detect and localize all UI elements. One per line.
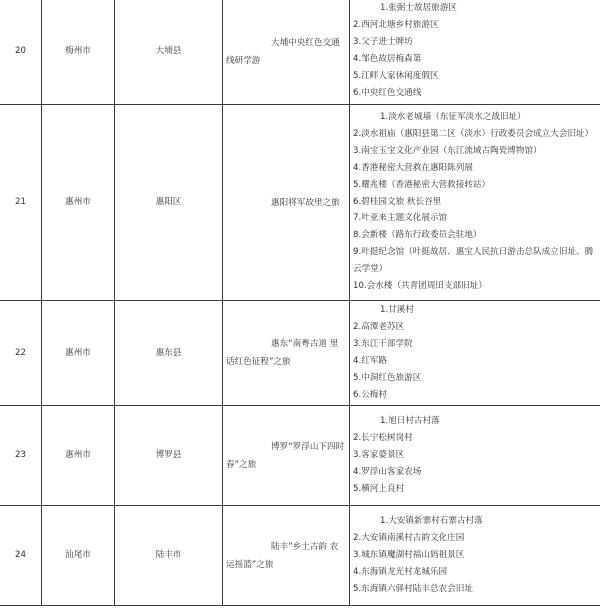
row-number-cell: 24 bbox=[0, 506, 42, 606]
scenic-spot-item: 1.旭日村古村落 bbox=[380, 416, 440, 427]
county-cell: 大埔县 bbox=[115, 0, 223, 105]
table-row bbox=[0, 105, 600, 301]
route-name: 陆丰”乡土古韵 农运摇篮”之旅 bbox=[226, 541, 339, 570]
table-row bbox=[0, 406, 600, 506]
scenic-spot-item: 2.淡水祖庙（惠阳县第二区（淡水）行政委员会成立大会旧址） bbox=[353, 128, 594, 139]
scenic-spot-item: 6.公梅村 bbox=[353, 389, 387, 400]
scenic-spot-item: 9.叶挺纪念馆（叶挺故居、惠宝人民抗日游击总队成立旧址、腾云学堂） bbox=[353, 247, 594, 275]
scenic-spot-item: 4.邹色故居梅森第 bbox=[353, 54, 422, 64]
scenic-spot-item: 6.中央红色交通线 bbox=[353, 87, 422, 98]
scenic-spot-item: 2.高潭老苏区 bbox=[353, 321, 405, 332]
scenic-spot-item: 4.罗浮山客家农场 bbox=[353, 466, 422, 477]
scenic-spot-item: 5.耀兆楼（香港秘密大营救接转站） bbox=[353, 179, 491, 190]
city-cell: 汕尾市 bbox=[42, 506, 115, 606]
scenic-spot-item: 1.大安镇新寨村石寨古村落 bbox=[380, 516, 483, 527]
scenic-spot-item: 6.碧桂园文旅 秋长谷里 bbox=[353, 196, 442, 207]
row-number-cell: 20 bbox=[0, 0, 42, 105]
scenic-spot-item: 7.叶亚来主题文化展示馆 bbox=[353, 213, 448, 224]
route-name-cell bbox=[223, 0, 350, 105]
county-cell: 惠东县 bbox=[115, 301, 223, 406]
scenic-spot-item: 4.香港秘密大营救在惠阳陈列展 bbox=[353, 162, 473, 173]
scenic-spot-item: 2.长宁松树岗村 bbox=[353, 433, 413, 444]
county-cell: 陆丰市 bbox=[115, 506, 223, 606]
scenic-spot-item: 5.中洞红色旅游区 bbox=[353, 372, 422, 383]
table-row bbox=[0, 0, 600, 105]
scenic-spot-item: 10.会水楼（共青团周田支部旧址） bbox=[353, 281, 487, 292]
city-cell: 梅州市 bbox=[42, 0, 115, 105]
city-cell: 惠州市 bbox=[42, 301, 115, 406]
route-name-cell bbox=[223, 301, 350, 406]
row-number-cell: 23 bbox=[0, 406, 42, 506]
scenic-spot-item: 5.横河上良村 bbox=[353, 483, 405, 494]
route-name: 惠阳将军故里之旅 bbox=[271, 197, 340, 208]
route-name-cell bbox=[223, 506, 350, 606]
scenic-spot-item: 2.大安镇南溪村古韵文化庄园 bbox=[353, 533, 465, 544]
scenic-spots-cell bbox=[350, 105, 600, 301]
row-number-cell: 22 bbox=[0, 301, 42, 406]
scenic-spots-cell bbox=[350, 0, 600, 105]
scenic-spot-item: 2.西河北塘乡村旅游区 bbox=[353, 20, 439, 31]
scenic-spot-item: 5.江畔人家休闲度假区 bbox=[353, 70, 439, 81]
route-name-cell bbox=[223, 105, 350, 301]
scenic-spot-item: 1.甘溪村 bbox=[380, 305, 414, 315]
scenic-spot-item: 8.会新楼（路东行政委员会驻地） bbox=[353, 230, 482, 241]
county-cell: 博罗县 bbox=[115, 406, 223, 506]
scenic-spot-item: 5.东海镇六驿村陆丰总农会旧址 bbox=[353, 583, 473, 594]
row-number-cell: 21 bbox=[0, 105, 42, 301]
city-cell: 惠州市 bbox=[42, 105, 115, 301]
scenic-spot-item: 3.南宝玉宝文化产业园（东江流域古陶瓷博物馆） bbox=[353, 145, 542, 156]
route-name-cell bbox=[223, 406, 350, 506]
route-name: 大埔中央红色交通线研学游 bbox=[226, 37, 340, 66]
scenic-spots-cell bbox=[350, 506, 600, 606]
route-name: 惠东“南粤古道 里话红色征程”之旅 bbox=[226, 339, 339, 368]
route-name: 博罗“罗浮山下四时春”之旅 bbox=[226, 441, 345, 470]
scenic-spot-item: 4.东海镇龙光村龙城乐园 bbox=[353, 566, 448, 577]
table-row bbox=[0, 506, 600, 606]
county-cell: 惠阳区 bbox=[115, 105, 223, 301]
scenic-spots-cell bbox=[350, 406, 600, 506]
scenic-spot-item: 3.东江干部学院 bbox=[353, 338, 413, 349]
table-row bbox=[0, 301, 600, 406]
scenic-spot-item: 3.客家婆景区 bbox=[353, 449, 405, 460]
scenic-spot-item: 4.红军路 bbox=[353, 355, 387, 366]
scenic-spot-item: 1.张弼士故居旅游区 bbox=[380, 3, 457, 14]
city-cell: 惠州市 bbox=[42, 406, 115, 506]
scenic-spots-cell bbox=[350, 301, 600, 406]
scenic-spot-item: 3.城东镇魔湖村福山妈祖景区 bbox=[353, 549, 465, 560]
scenic-spot-item: 1.淡水老城墙（东征军淡水之战旧址） bbox=[380, 112, 526, 123]
scenic-spot-item: 3.父子进士牌坊 bbox=[353, 37, 413, 48]
